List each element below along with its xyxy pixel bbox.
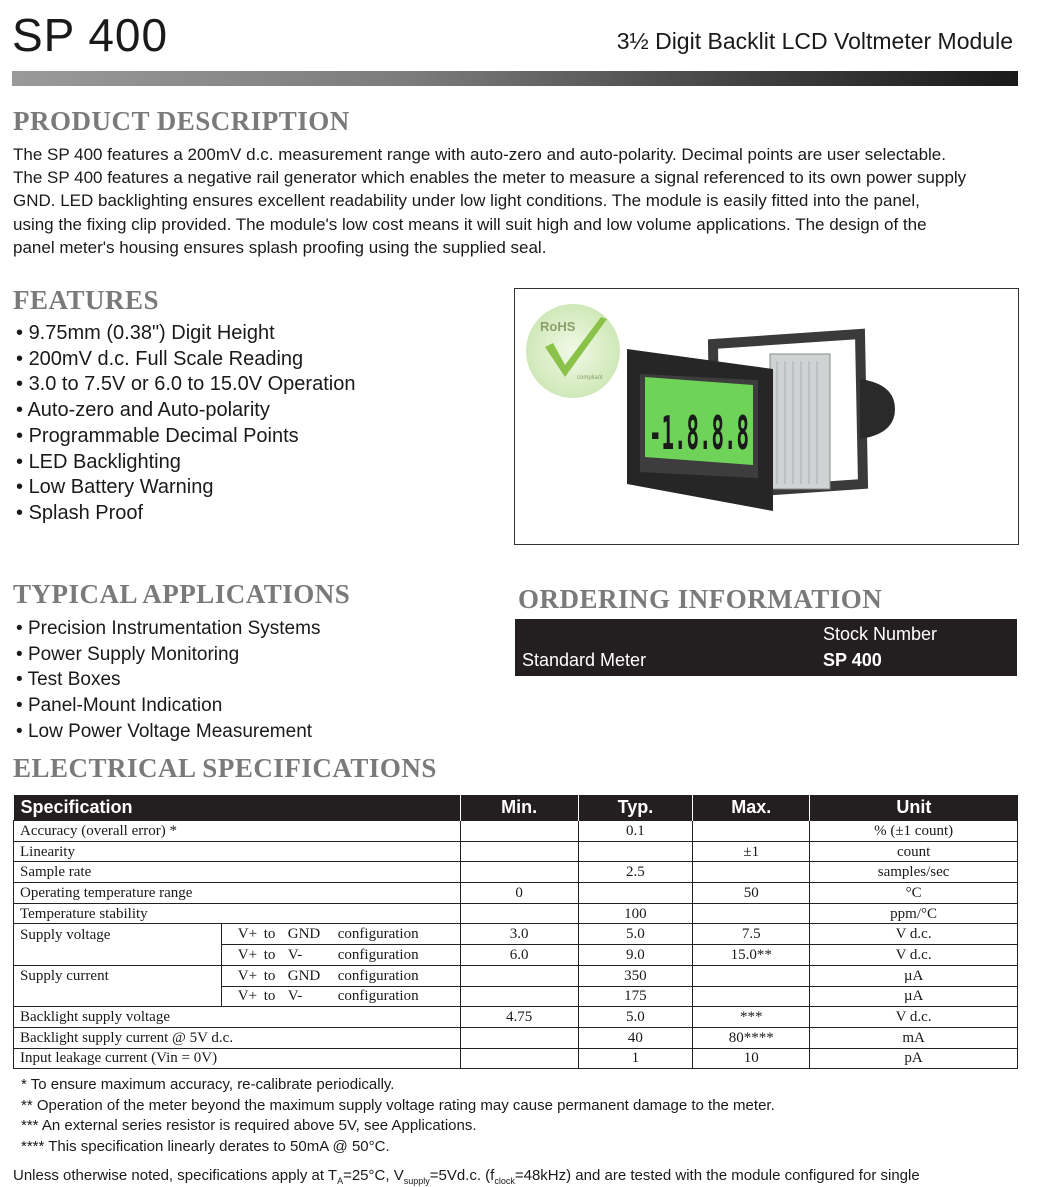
- spec-name: Sample rate: [14, 862, 461, 883]
- spec-unit: mA: [810, 1027, 1018, 1048]
- application-item: • Precision Instrumentation Systems: [16, 616, 320, 642]
- spec-min: [460, 1027, 578, 1048]
- spec-unit: pA: [810, 1048, 1018, 1069]
- spec-configuration: [221, 965, 460, 986]
- cfg-to: to: [263, 946, 276, 963]
- spec-notes: [21, 1075, 775, 1158]
- cfg-terminal: V-: [287, 988, 303, 1005]
- header-gradient-rule: [12, 71, 1018, 86]
- spec-typ: [578, 841, 693, 862]
- spec-name: Input leakage current (Vin = 0V): [14, 1048, 461, 1069]
- spec-max: 15.0**: [693, 945, 810, 966]
- spec-name: Operating temperature range: [14, 883, 461, 904]
- cfg-terminal: V-: [287, 946, 303, 963]
- table-row: [14, 986, 1018, 1007]
- spec-name: Temperature stability: [14, 903, 461, 924]
- spec-name: Accuracy (overall error) *: [14, 821, 461, 842]
- cfg-terminal: GND: [287, 926, 321, 943]
- spec-name: Linearity: [14, 841, 461, 862]
- spec-configuration: [221, 986, 460, 1007]
- spec-unit: % (±1 count): [810, 821, 1018, 842]
- ordering-table: [515, 619, 1017, 676]
- spec-typ: 9.0: [578, 945, 693, 966]
- footnote-text: =25°C, V: [343, 1167, 404, 1184]
- product-title: SP 400: [12, 9, 169, 61]
- cfg-terminal: V+: [237, 988, 258, 1005]
- spec-max: ±1: [693, 841, 810, 862]
- feature-item: • 200mV d.c. Full Scale Reading: [16, 347, 355, 373]
- footnote-text: =48kHz) and are tested with the module configured for single: [514, 1167, 920, 1184]
- spec-unit: V d.c.: [810, 1007, 1018, 1028]
- spec-typ: 1: [578, 1048, 693, 1069]
- feature-item: • Auto-zero and Auto-polarity: [16, 398, 355, 424]
- cfg-terminal: GND: [287, 967, 321, 984]
- application-item: • Panel-Mount Indication: [16, 693, 320, 719]
- col-header-specification: Specification: [14, 795, 461, 821]
- electrical-heading: ELECTRICAL SPECIFICATIONS: [13, 753, 437, 783]
- spec-max: 50: [693, 883, 810, 904]
- cfg-to: to: [263, 967, 276, 984]
- footnote-subscript: clock: [494, 1176, 515, 1186]
- meter-housing: [770, 354, 830, 489]
- spec-min: 0: [460, 883, 578, 904]
- cfg-word: configuration: [337, 967, 419, 984]
- spec-name: Supply current: [14, 965, 222, 986]
- application-item: • Test Boxes: [16, 667, 320, 693]
- spec-max: [693, 986, 810, 1007]
- spec-typ: 5.0: [578, 1007, 693, 1028]
- lcd-reading: -1.8.8.8: [649, 406, 749, 460]
- clip-knob: [860, 379, 895, 439]
- spec-note: ** Operation of the meter beyond the maximum supply voltage rating may cause permanent damage to the meter.: [21, 1096, 775, 1114]
- spec-unit: µA: [810, 965, 1018, 986]
- table-row: [14, 945, 1018, 966]
- spec-typ: 175: [578, 986, 693, 1007]
- ordering-heading: ORDERING INFORMATION: [518, 584, 883, 614]
- product-subtitle: 3½ Digit Backlit LCD Voltmeter Module: [616, 28, 1013, 54]
- spec-min: 6.0: [460, 945, 578, 966]
- description-line: The SP 400 features a negative rail generator which enables the meter to measure a signal referenced to its own power supply: [13, 168, 967, 188]
- spec-max: 7.5: [693, 924, 810, 945]
- product-illustration: [515, 289, 1018, 544]
- spec-typ: 5.0: [578, 924, 693, 945]
- spec-name: Supply voltage: [14, 924, 222, 945]
- table-row: [14, 924, 1018, 945]
- cfg-terminal: V+: [237, 946, 258, 963]
- spec-configuration: [221, 924, 460, 945]
- electrical-spec-table: [13, 795, 1018, 1069]
- table-row: [14, 862, 1018, 883]
- spec-max: [693, 821, 810, 842]
- cfg-word: configuration: [337, 926, 419, 943]
- spec-min: [460, 965, 578, 986]
- spec-name: Backlight supply current @ 5V d.c.: [14, 1027, 461, 1048]
- table-header-row: [14, 795, 1018, 821]
- product-label: Standard Meter: [522, 650, 647, 670]
- spec-name: Backlight supply voltage: [14, 1007, 461, 1028]
- spec-unit: count: [810, 841, 1018, 862]
- spec-note: * To ensure maximum accuracy, re-calibrate periodically.: [21, 1076, 395, 1093]
- footnote-subscript: A: [337, 1176, 344, 1186]
- feature-item: • LED Backlighting: [16, 450, 355, 476]
- spec-min: [460, 841, 578, 862]
- description-paragraph: [13, 143, 1023, 259]
- spec-typ: [578, 883, 693, 904]
- rohs-sub-label: compliant: [577, 375, 603, 381]
- table-row: [14, 883, 1018, 904]
- cfg-word: configuration: [337, 946, 419, 963]
- description-line: panel meter's housing ensures splash proofing using the supplied seal.: [13, 237, 547, 257]
- spec-min: 3.0: [460, 924, 578, 945]
- col-header-min: Min.: [460, 795, 578, 821]
- col-header-unit: Unit: [810, 795, 1018, 821]
- cfg-terminal: V+: [237, 926, 258, 943]
- cfg-to: to: [263, 926, 276, 943]
- rohs-label: RoHS: [540, 319, 576, 334]
- features-list: [16, 321, 355, 527]
- stock-number: SP 400: [823, 650, 882, 670]
- spec-min: [460, 986, 578, 1007]
- table-row: [14, 1007, 1018, 1028]
- cfg-word: configuration: [337, 988, 419, 1005]
- spec-typ: 350: [578, 965, 693, 986]
- feature-item: • 3.0 to 7.5V or 6.0 to 15.0V Operation: [16, 372, 355, 398]
- cfg-to: to: [263, 988, 276, 1005]
- product-image: [514, 288, 1019, 545]
- footnote-subscript: supply: [403, 1176, 430, 1186]
- spec-typ: 0.1: [578, 821, 693, 842]
- applications-list: [16, 616, 320, 745]
- conditions-footnote: [13, 1167, 920, 1186]
- table-row: [14, 821, 1018, 842]
- spec-name-continued: [14, 945, 222, 966]
- table-row: [14, 1027, 1018, 1048]
- applications-heading: TYPICAL APPLICATIONS: [13, 579, 351, 609]
- cfg-terminal: V+: [237, 967, 258, 984]
- spec-typ: 2.5: [578, 862, 693, 883]
- rohs-badge-icon: [526, 304, 620, 398]
- col-header-typ: Typ.: [578, 795, 693, 821]
- description-line: The SP 400 features a 200mV d.c. measurement range with auto-zero and auto-polarity. Decimal points are user selectable.: [13, 145, 946, 164]
- spec-max: ***: [693, 1007, 810, 1028]
- spec-min: [460, 862, 578, 883]
- spec-unit: samples/sec: [810, 862, 1018, 883]
- table-row: [14, 965, 1018, 986]
- description-line: using the fixing clip provided. The module's low cost means it will suit high and low volume applications. The design of the: [13, 214, 927, 234]
- table-row: [14, 841, 1018, 862]
- stock-number-label: Stock Number: [823, 624, 938, 644]
- table-row: [14, 903, 1018, 924]
- feature-item: • Splash Proof: [16, 501, 355, 527]
- spec-min: [460, 1048, 578, 1069]
- spec-configuration: [221, 945, 460, 966]
- spec-note: *** An external series resistor is required above 5V, see Applications.: [21, 1117, 477, 1135]
- spec-note: **** This specification linearly derates to 50mA @ 50°C.: [21, 1138, 390, 1156]
- spec-max: [693, 862, 810, 883]
- spec-min: [460, 903, 578, 924]
- spec-unit: °C: [810, 883, 1018, 904]
- spec-name-continued: [14, 986, 222, 1007]
- spec-unit: µA: [810, 986, 1018, 1007]
- footnote-text: =5Vd.c. (f: [429, 1167, 495, 1184]
- features-heading: FEATURES: [13, 285, 160, 315]
- col-header-max: Max.: [693, 795, 810, 821]
- table-row: [14, 1048, 1018, 1069]
- spec-unit: V d.c.: [810, 924, 1018, 945]
- spec-unit: V d.c.: [810, 945, 1018, 966]
- spec-min: [460, 821, 578, 842]
- spec-typ: 100: [578, 903, 693, 924]
- spec-max: [693, 965, 810, 986]
- feature-item: • 9.75mm (0.38") Digit Height: [16, 321, 355, 347]
- spec-max: 10: [693, 1048, 810, 1069]
- feature-item: • Programmable Decimal Points: [16, 424, 355, 450]
- description-line: GND. LED backlighting ensures excellent readability under low light conditions. The module is easily fitted into the panel,: [13, 191, 920, 211]
- spec-typ: 40: [578, 1027, 693, 1048]
- feature-item: • Low Battery Warning: [16, 475, 355, 501]
- description-heading: PRODUCT DESCRIPTION: [13, 106, 350, 136]
- footnote-text: Unless otherwise noted, specifications apply at T: [13, 1167, 338, 1184]
- spec-max: [693, 903, 810, 924]
- application-item: • Power Supply Monitoring: [16, 642, 320, 668]
- spec-min: 4.75: [460, 1007, 578, 1028]
- spec-max: 80****: [693, 1027, 810, 1048]
- spec-unit: ppm/°C: [810, 903, 1018, 924]
- application-item: • Low Power Voltage Measurement: [16, 719, 320, 745]
